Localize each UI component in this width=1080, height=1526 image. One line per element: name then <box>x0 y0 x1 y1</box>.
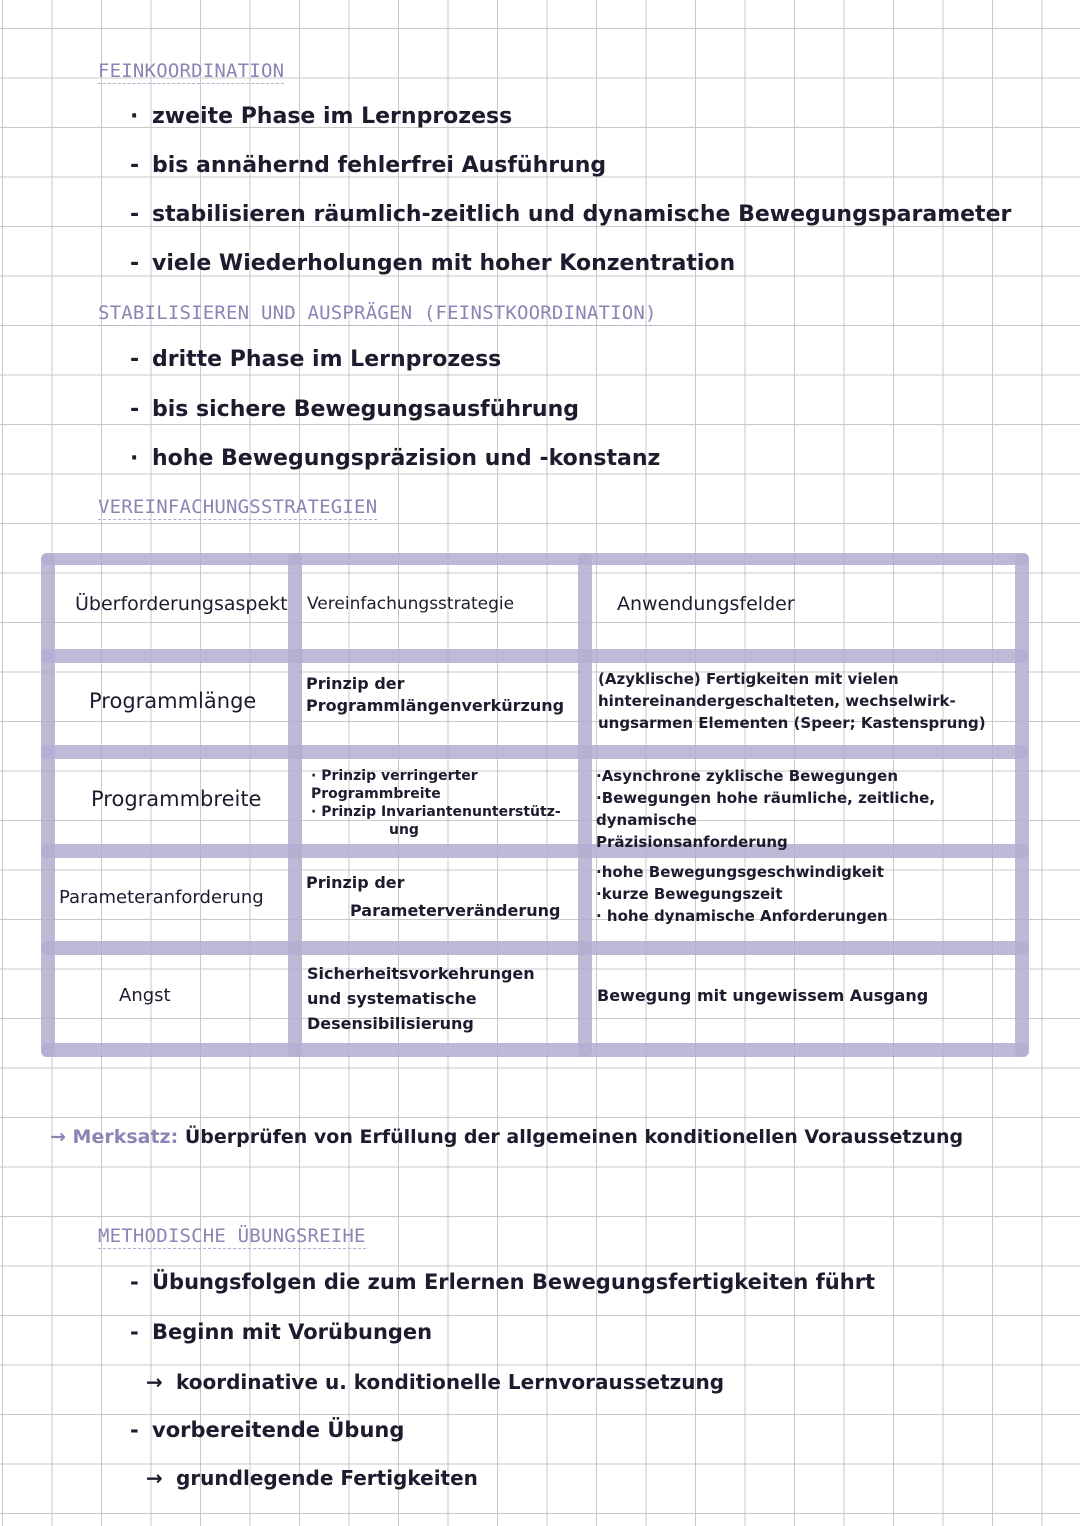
merksatz-label: Merksatz: <box>72 1126 179 1148</box>
list-item: - vorbereitende Übung <box>130 1418 405 1442</box>
list-item: - viele Wiederholungen mit hoher Konzentration <box>130 251 736 276</box>
list-item: - stabilisieren räumlich-zeitlich und dynamische Bewegungsparameter <box>130 202 1012 227</box>
heading-stabilisieren: STABILISIEREN UND AUSPRÄGEN (FEINSTKOORDINATION) <box>98 302 657 324</box>
list-item: → grundlegende Fertigkeiten <box>146 1466 478 1490</box>
list-item: - Übungsfolgen die zum Erlernen Bewegungsfertigkeiten führt <box>130 1270 876 1294</box>
table-border <box>41 1043 1029 1057</box>
list-item: → koordinative u. konditionelle Lernvoraussetzung <box>146 1370 725 1394</box>
table-border <box>41 553 1029 565</box>
table-cell-aspekt: Programmbreite <box>91 787 262 811</box>
table-cell-strategie: Sicherheitsvorkehrungen und systematische Desensibilisierung <box>307 964 535 1033</box>
table-header: Anwendungsfelder <box>617 593 795 615</box>
table-cell-strategie: Prinzip der Parameterveränderung <box>306 873 561 920</box>
table-cell-felder: (Azyklische) Fertigkeiten mit vielen hintereinandergeschalteten, wechselwirk- ungsarmen Elementen (Speer; Kastensprung) <box>598 670 986 732</box>
table-border <box>578 553 592 1057</box>
strategy-table <box>41 553 1029 1059</box>
table-cell-strategie: Prinzip der Programmlängenverkürzung <box>306 674 565 715</box>
heading-methodische-uebungsreihe: METHODISCHE ÜBUNGSREIHE <box>98 1225 366 1247</box>
table-cell-felder: ·hohe Bewegungsgeschwindigkeit ·kurze Bewegungszeit · hohe dynamische Anforderungen <box>596 863 888 925</box>
table-cell-felder: ·Asynchrone zyklische Bewegungen ·Bewegungen hohe räumliche, zeitliche, dynamische Präzisionsanforderung <box>596 767 936 851</box>
heading-vereinfachungsstrategien: VEREINFACHUNGSSTRATEGIEN <box>98 496 378 518</box>
merksatz-text: Überprüfen von Erfüllung der allgemeinen konditionellen Voraussetzung <box>184 1126 964 1148</box>
list-item: - bis sichere Bewegungsausführung <box>130 397 580 422</box>
table-cell-aspekt: Parameteranforderung <box>59 887 264 908</box>
list-item: - bis annähernd fehlerfrei Ausführung <box>130 153 607 178</box>
list-item: · hohe Bewegungspräzision und -konstanz <box>130 446 661 471</box>
table-border <box>41 649 1029 663</box>
table-border <box>41 553 55 1057</box>
table-border <box>41 745 1029 759</box>
list-item: · zweite Phase im Lernprozess <box>130 104 513 129</box>
table-cell-aspekt: Programmlänge <box>89 689 257 713</box>
table-cell-strategie: · Prinzip verringerter Programmbreite · Prinzip Invariantenunterstütz- ung <box>311 768 561 838</box>
arrow-icon: → <box>50 1126 66 1148</box>
table-border <box>288 553 302 1057</box>
table-cell-aspekt: Angst <box>119 985 171 1006</box>
table-border <box>41 941 1029 955</box>
table-cell-felder: Bewegung mit ungewissem Ausgang <box>597 986 929 1005</box>
list-item: - dritte Phase im Lernprozess <box>130 347 502 372</box>
table-header: Vereinfachungsstrategie <box>307 594 515 614</box>
list-item: - Beginn mit Vorübungen <box>130 1320 433 1344</box>
heading-feinkoordination: FEINKOORDINATION <box>98 60 285 82</box>
merksatz <box>50 1126 963 1148</box>
table-header: Überforderungsaspekt <box>75 593 288 615</box>
